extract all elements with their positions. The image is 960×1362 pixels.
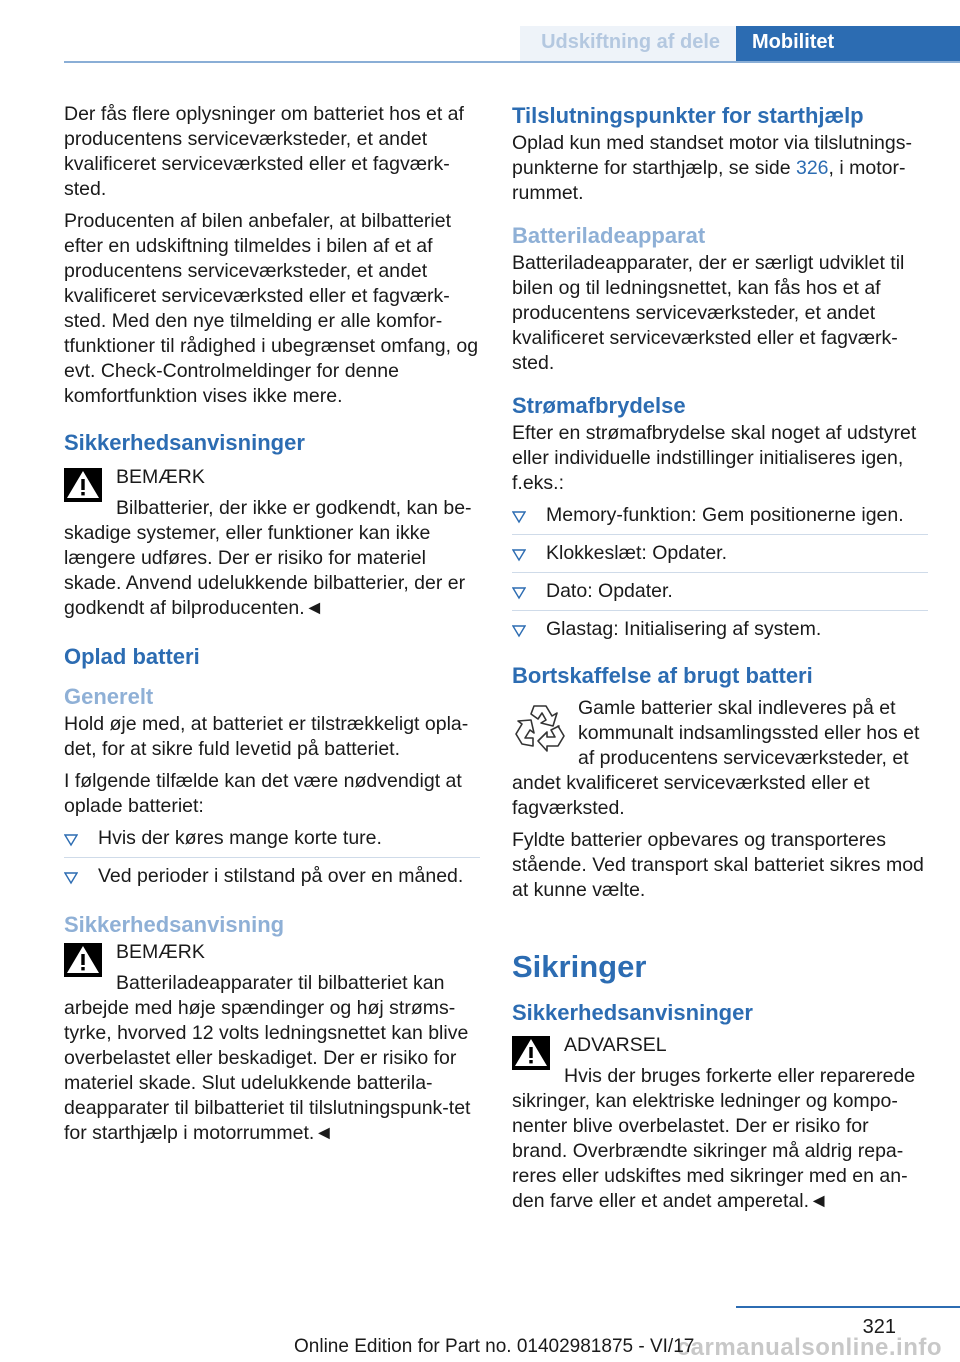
bullet-triangle-icon xyxy=(512,586,526,600)
recycle-icon xyxy=(512,700,568,754)
warning-label: BEMÆRK xyxy=(116,466,205,488)
list-item-text: Glastag: Initialisering af system. xyxy=(546,618,822,640)
warning-icon xyxy=(64,468,102,502)
warning-text: Hvis der bruges forkerte eller reparerede sikringer, kan elektriske ledninger og kompo-nenter blive overbelastet. Der er risiko for brand. Overbrændte sikringer må aldrig repa-reres eller udskiftes med sikringer med en an-den farve eller et andet amperetal.◄ xyxy=(512,1065,916,1212)
heading-safety-instruction: Sikkerhedsanvisning xyxy=(64,912,285,937)
list-item-text: Memory-funktion: Gem positionerne igen. xyxy=(546,504,904,526)
paragraph-disposal: Gamle batterier skal indleveres på et kommunalt indsamlingssted eller hos et af producentens serviceværksteder, et andet kvalificeret serviceværksted eller et fagværksted. xyxy=(512,697,920,819)
paragraph-storage: Fyldte batterier opbevares og transporteres stående. Ved transport skal batteriet sikres mod at kunne vælte. xyxy=(512,829,924,901)
paragraph-power-failure: Efter en strømafbrydelse skal noget af udstyret eller individuelle indstillinger initialiseres igen, f.eks.: xyxy=(512,422,917,494)
page-reference-link[interactable]: 326 xyxy=(795,157,829,179)
heading-battery-charger: Batteriladeapparat xyxy=(512,223,706,248)
header-rule xyxy=(64,61,960,63)
right-column xyxy=(512,102,928,1221)
bullet-triangle-icon xyxy=(64,871,78,885)
heading-fuses: Sikringer xyxy=(512,949,647,984)
paragraph-battery-info: Der fås flere oplysninger om batteriet hos et af producentens serviceværksteder, et andet kvalificeret serviceværksted eller et fagværk-sted. xyxy=(64,103,464,200)
bullet-triangle-icon xyxy=(512,510,526,524)
heading-battery-disposal: Bortskaffelse af brugt batteri xyxy=(512,663,813,688)
paragraph-battery-charger: Batteriladeapparater, der er særligt udviklet til bilen og til ledningsnettet, kan fås hos et af producentens serviceværksteder, et andet kvalificeret serviceværksted eller et fagværk-sted. xyxy=(512,252,905,374)
list-item xyxy=(512,503,928,535)
bullet-triangle-icon xyxy=(64,833,78,847)
edition-note: Online Edition for Part no. 01402981875 - VI/17 xyxy=(294,1336,695,1357)
heading-fuse-safety: Sikkerhedsanvisninger xyxy=(512,1000,753,1025)
paragraph-charge-level: Hold øje med, at batteriet er tilstrækkeligt opla-det, for at sikre fuld levetid på batteriet. xyxy=(64,713,469,760)
list-item xyxy=(64,859,480,895)
bullet-triangle-icon xyxy=(512,624,526,638)
list-item xyxy=(512,574,928,611)
list-item xyxy=(64,826,480,858)
page-number: 321 xyxy=(862,1316,896,1338)
paragraph-charge-cases: I følgende tilfælde kan det være nødvendigt at oplade batteriet: xyxy=(64,770,462,817)
heading-general: Generelt xyxy=(64,684,154,709)
heading-power-failure: Strømafbrydelse xyxy=(512,393,686,418)
list-item xyxy=(512,536,928,573)
warning-unapproved-batteries xyxy=(64,465,480,621)
list-item-text: Dato: Opdater. xyxy=(546,580,673,602)
footer-rule xyxy=(736,1306,960,1308)
warning-label: BEMÆRK xyxy=(116,941,205,963)
warning-icon xyxy=(64,943,102,977)
warning-icon xyxy=(512,1036,550,1070)
bullet-triangle-icon xyxy=(512,548,526,562)
list-item-text: Ved perioder i stilstand på over en måned. xyxy=(98,865,464,887)
heading-jump-start-points: Tilslutningspunkter for starthjælp xyxy=(512,103,864,128)
watermark: carmanualsonline.info xyxy=(676,1334,942,1361)
warning-text: Bilbatterier, der ikke er godkendt, kan be-skadige systemer, eller funktioner kan ikke længere udføres. Der er risiko for materiel skade. Anvend udelukkende bilbatterier, der er godkendt af bilproducenten.◄ xyxy=(64,497,472,619)
header-section-title: Udskiftning af dele xyxy=(541,31,720,53)
list-reset-items xyxy=(512,503,928,648)
header-chapter-title: Mobilitet xyxy=(752,31,835,53)
list-item xyxy=(512,612,928,648)
disposal-block xyxy=(512,696,928,821)
warning-fuses xyxy=(512,1033,928,1214)
list-item-text: Klokkeslæt: Opdater. xyxy=(546,542,728,564)
warning-text: Batteriladeapparater til bilbatteriet kan arbejde med høje spændinger og høj strøms-tyrke, hvorved 12 volts ledningsnettet kan blive overbelastet eller beskadiget. Der er risiko for materiel skade. Slut udelukkende batterila-deapparater til bilbatteriet til tilslutningspunk-tet for starthjælp i motorrummet.◄ xyxy=(64,972,471,1144)
heading-charge-battery: Oplad batteri xyxy=(64,644,200,669)
warning-battery-charger xyxy=(64,940,480,1146)
list-item-text: Hvis der køres mange korte ture. xyxy=(98,827,382,849)
warning-label: ADVARSEL xyxy=(564,1034,667,1056)
paragraph-jump-start: Oplad kun med standset motor via tilslutnings-punkterne for starthjælp, se side 326, i motor-rummet. xyxy=(512,132,912,204)
left-column xyxy=(64,102,480,1153)
list-charge-cases xyxy=(64,826,480,895)
heading-safety-instructions: Sikkerhedsanvisninger xyxy=(64,430,305,455)
paragraph-battery-registration: Producenten af bilen anbefaler, at bilbatteriet efter en udskiftning tilmeldes i bilen af et af producentens serviceværksteder, et andet kvalificeret serviceværksted eller et fagværk-sted. Med den nye tilmelding er alle komfor-tfunktioner til rådighed i ubegrænset omfang, og evt. Check-Controlmeldinger for denne komfortfunktion vises ikke mere. xyxy=(64,210,479,407)
